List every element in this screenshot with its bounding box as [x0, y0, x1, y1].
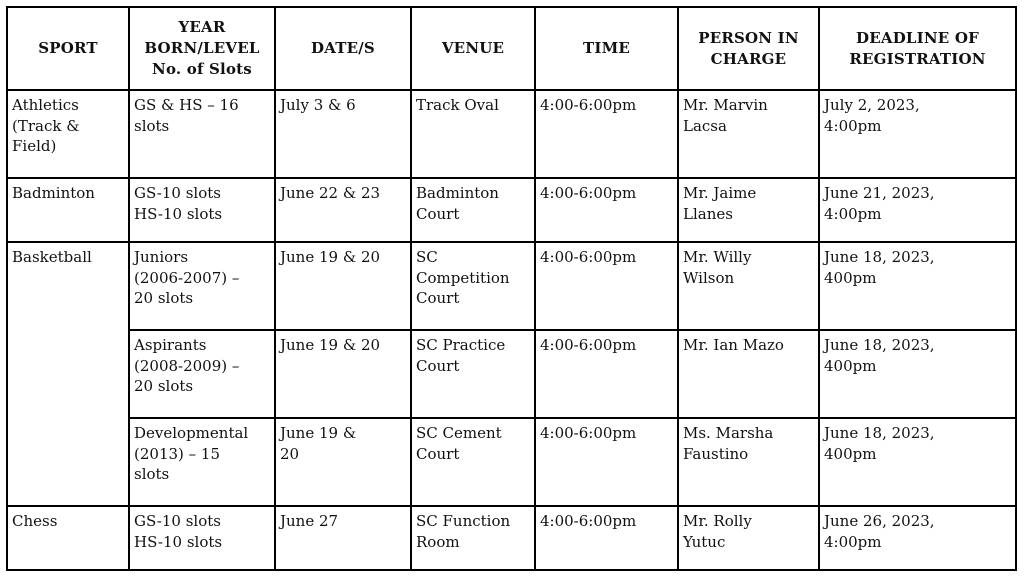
header-time: TIME	[535, 7, 678, 90]
cell-time: 4:00-6:00pm	[535, 418, 678, 506]
cell-deadline: June 18, 2023, 400pm	[819, 418, 1016, 506]
cell-deadline: June 26, 2023, 4:00pm	[819, 506, 1016, 570]
cell-sport: Chess	[7, 506, 129, 570]
cell-dates: June 19 & 20	[275, 418, 411, 506]
cell-level: GS-10 slots HS-10 slots	[129, 178, 275, 242]
cell-level: GS & HS – 16 slots	[129, 90, 275, 178]
header-person: PERSON IN CHARGE	[678, 7, 819, 90]
cell-time: 4:00-6:00pm	[535, 90, 678, 178]
cell-deadline: June 21, 2023, 4:00pm	[819, 178, 1016, 242]
cell-level: Aspirants (2008-2009) – 20 slots	[129, 330, 275, 418]
cell-sport	[7, 330, 129, 418]
cell-level: GS-10 slots HS-10 slots	[129, 506, 275, 570]
cell-person: Mr. Ian Mazo	[678, 330, 819, 418]
cell-venue: SC Function Room	[411, 506, 535, 570]
header-year-level: YEAR BORN/LEVEL No. of Slots	[129, 7, 275, 90]
cell-level: Developmental (2013) – 15 slots	[129, 418, 275, 506]
header-sport: SPORT	[7, 7, 129, 90]
cell-sport: Athletics (Track & Field)	[7, 90, 129, 178]
cell-venue: SC Competition Court	[411, 242, 535, 330]
cell-venue: Track Oval	[411, 90, 535, 178]
cell-person: Ms. Marsha Faustino	[678, 418, 819, 506]
cell-person: Mr. Jaime Llanes	[678, 178, 819, 242]
cell-dates: June 19 & 20	[275, 242, 411, 330]
header-deadline: DEADLINE OF REGISTRATION	[819, 7, 1016, 90]
cell-deadline: July 2, 2023, 4:00pm	[819, 90, 1016, 178]
cell-person: Mr. Marvin Lacsa	[678, 90, 819, 178]
cell-venue: SC Practice Court	[411, 330, 535, 418]
cell-time: 4:00-6:00pm	[535, 506, 678, 570]
cell-person: Mr. Rolly Yutuc	[678, 506, 819, 570]
cell-dates: June 22 & 23	[275, 178, 411, 242]
cell-sport: Badminton	[7, 178, 129, 242]
cell-time: 4:00-6:00pm	[535, 330, 678, 418]
table-row	[7, 178, 1016, 242]
cell-dates: July 3 & 6	[275, 90, 411, 178]
cell-time: 4:00-6:00pm	[535, 178, 678, 242]
cell-deadline: June 18, 2023, 400pm	[819, 330, 1016, 418]
cell-dates: June 19 & 20	[275, 330, 411, 418]
header-dates: DATE/S	[275, 7, 411, 90]
cell-sport: Basketball	[7, 242, 129, 330]
table-row	[7, 506, 1016, 570]
cell-dates: June 27	[275, 506, 411, 570]
cell-level: Juniors (2006-2007) – 20 slots	[129, 242, 275, 330]
cell-sport	[7, 418, 129, 506]
sports-schedule-table	[6, 6, 1017, 571]
table-row	[7, 90, 1016, 178]
cell-time: 4:00-6:00pm	[535, 242, 678, 330]
table-row	[7, 242, 1016, 330]
table-row	[7, 418, 1016, 506]
header-venue: VENUE	[411, 7, 535, 90]
cell-venue: Badminton Court	[411, 178, 535, 242]
table-row	[7, 330, 1016, 418]
cell-deadline: June 18, 2023, 400pm	[819, 242, 1016, 330]
cell-venue: SC Cement Court	[411, 418, 535, 506]
header-row	[7, 7, 1016, 90]
cell-person: Mr. Willy Wilson	[678, 242, 819, 330]
